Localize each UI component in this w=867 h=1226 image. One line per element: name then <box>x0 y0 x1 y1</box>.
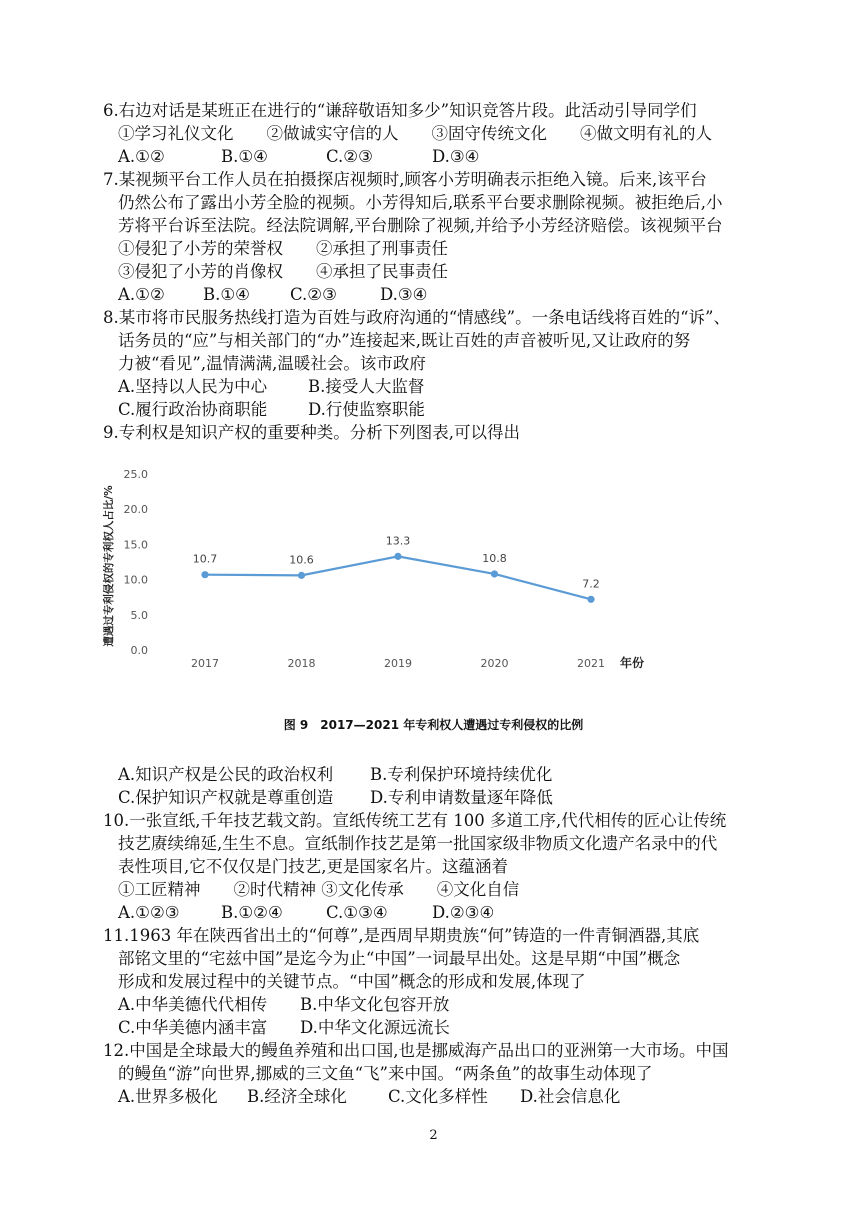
y-axis-label: 遭遇过专利侵权的专利权人占比/% <box>103 485 115 647</box>
q11-stem-line3: 形成和发展过程中的关键节点。“中国”概念的形成和发展,体现了 <box>118 972 586 991</box>
data-label: 7.2 <box>582 577 600 591</box>
series-line <box>205 556 591 599</box>
q11-option-a: A.中华美德代代相传 <box>118 995 268 1014</box>
q9-option-b: B.专利保护环境持续优化 <box>370 765 553 784</box>
q11-option-c: C.中华美德内涵丰富 <box>118 1018 268 1037</box>
data-label: 13.3 <box>385 534 411 548</box>
x-tick-label: 2018 <box>287 657 316 670</box>
y-tick-label: 20.0 <box>123 503 148 517</box>
q10-stem-line2: 技艺赓续绵延,生生不息。宣纸制作技艺是第一批国家级非物质文化遗产名录中的代 <box>118 834 718 853</box>
q7-stem-line1: 7.某视频平台工作人员在拍摄探店视频时,顾客小芳明确表示拒绝入镜。后来,该平台 <box>103 170 707 189</box>
q12-option-b: B.经济全球化 <box>247 1087 347 1106</box>
y-tick-label: 5.0 <box>130 608 148 622</box>
data-label: 10.8 <box>482 551 507 565</box>
x-tick-label: 2020 <box>480 657 509 670</box>
q12-option-c: C.文化多样性 <box>388 1087 488 1106</box>
q8-option-b: B.接受人大监督 <box>308 377 425 396</box>
q9-option-a: A.知识产权是公民的政治权利 <box>118 765 334 784</box>
q6-stem: 6.右边对话是某班正在进行的“谦辞敬语知多少”知识竞答片段。此活动引导同学们 <box>103 101 697 120</box>
x-tick-label: 2021 <box>577 657 605 670</box>
y-tick-label: 15.0 <box>123 538 148 552</box>
q9-option-c: C.保护知识产权就是尊重创造 <box>118 788 334 807</box>
q12-option-a: A.世界多极化 <box>118 1087 218 1106</box>
q6-option-d: D.③④ <box>432 147 480 166</box>
q8-option-d: D.行使监察职能 <box>308 400 425 419</box>
y-tick-label: 10.0 <box>123 573 148 587</box>
data-point <box>298 572 305 579</box>
patent-infringement-line-chart <box>100 456 660 686</box>
q6-option-c: C.②③ <box>326 147 373 166</box>
q10-stem-line1: 10.一张宣纸,千年技艺载文韵。宣纸传统工艺有 100 多道工序,代代相传的匠心让传统 <box>103 811 727 830</box>
x-tick-label: 2017 <box>191 657 219 670</box>
q10-option-c: C.①③④ <box>326 903 388 922</box>
q6-items: ①学习礼仪文化 ②做诚实守信的人 ③固守传统文化 ④做文明有礼的人 <box>118 124 712 143</box>
data-point <box>491 570 498 577</box>
q11-option-b: B.中华文化包容开放 <box>300 995 450 1014</box>
q12-stem-line2: 的鳗鱼“游”向世界,挪威的三文鱼“飞”来中国。“两条鱼”的故事生动体现了 <box>118 1064 653 1083</box>
data-label: 10.6 <box>289 553 314 567</box>
q7-option-d: D.③④ <box>380 285 428 304</box>
q8-option-c: C.履行政治协商职能 <box>118 400 268 419</box>
q7-option-c: C.②③ <box>290 285 337 304</box>
q10-option-b: B.①②④ <box>221 903 283 922</box>
q9-stem: 9.专利权是知识产权的重要种类。分析下列图表,可以得出 <box>103 423 520 442</box>
q8-option-a: A.坚持以人民为中心 <box>118 377 268 396</box>
q7-items-line2: ③侵犯了小芳的肖像权 ④承担了民事责任 <box>118 262 448 281</box>
q10-option-a: A.①②③ <box>118 903 180 922</box>
q12-option-d: D.社会信息化 <box>520 1087 621 1106</box>
y-tick-label: 0.0 <box>130 644 148 657</box>
page-number: 2 <box>429 1128 438 1143</box>
data-label: 10.7 <box>192 552 218 566</box>
data-point <box>201 571 208 578</box>
q7-option-b: B.①④ <box>203 285 250 304</box>
q6-option-b: B.①④ <box>221 147 268 166</box>
x-axis-label: 年份 <box>620 656 645 670</box>
q7-stem-line2: 仍然公布了露出小芳全脸的视频。小芳得知后,联系平台要求删除视频。被拒绝后,小 <box>118 193 723 212</box>
q8-stem-line2: 话务员的“应”与相关部门的“办”连接起来,既让百姓的声音被听见,又让政府的努 <box>118 331 691 350</box>
q11-stem-line1: 11.1963 年在陕西省出土的“何尊”,是西周早期贵族“何”铸造的一件青铜酒器,其底 <box>103 926 700 945</box>
q11-option-d: D.中华文化源远流长 <box>300 1018 450 1037</box>
q6-option-a: A.①② <box>118 147 165 166</box>
data-point <box>587 596 594 603</box>
x-tick-label: 2019 <box>384 657 412 670</box>
q8-stem-line3: 力被“看见”,温情满满,温暖社会。该市政府 <box>118 354 426 373</box>
q12-stem-line1: 12.中国是全球最大的鳗鱼养殖和出口国,也是挪威海产品出口的亚洲第一大市场。中国 <box>103 1041 729 1060</box>
q10-option-d: D.②③④ <box>432 903 495 922</box>
q7-items-line1: ①侵犯了小芳的荣誉权 ②承担了刑事责任 <box>118 239 448 258</box>
y-tick-label: 25.0 <box>123 468 148 481</box>
q7-option-a: A.①② <box>118 285 165 304</box>
q10-stem-line3: 表性项目,它不仅仅是门技艺,更是国家名片。这蕴涵着 <box>118 857 508 876</box>
chart-caption: 图 9 2017—2021 年专利权人遭遇过专利侵权的比例 <box>283 718 584 732</box>
data-point <box>394 553 401 560</box>
q11-stem-line2: 部铭文里的“宅兹中国”是迄今为止“中国”一词最早出处。这是早期“中国”概念 <box>118 949 681 968</box>
q10-items: ①工匠精神 ②时代精神 ③文化传承 ④文化自信 <box>118 880 520 899</box>
q9-option-d: D.专利申请数量逐年降低 <box>370 788 553 807</box>
q7-stem-line3: 芳将平台诉至法院。经法院调解,平台删除了视频,并给予小芳经济赔偿。该视频平台 <box>118 216 723 235</box>
q8-stem-line1: 8.某市将市民服务热线打造为百姓与政府沟通的“情感线”。一条电话线将百姓的“诉”、 <box>103 308 730 327</box>
